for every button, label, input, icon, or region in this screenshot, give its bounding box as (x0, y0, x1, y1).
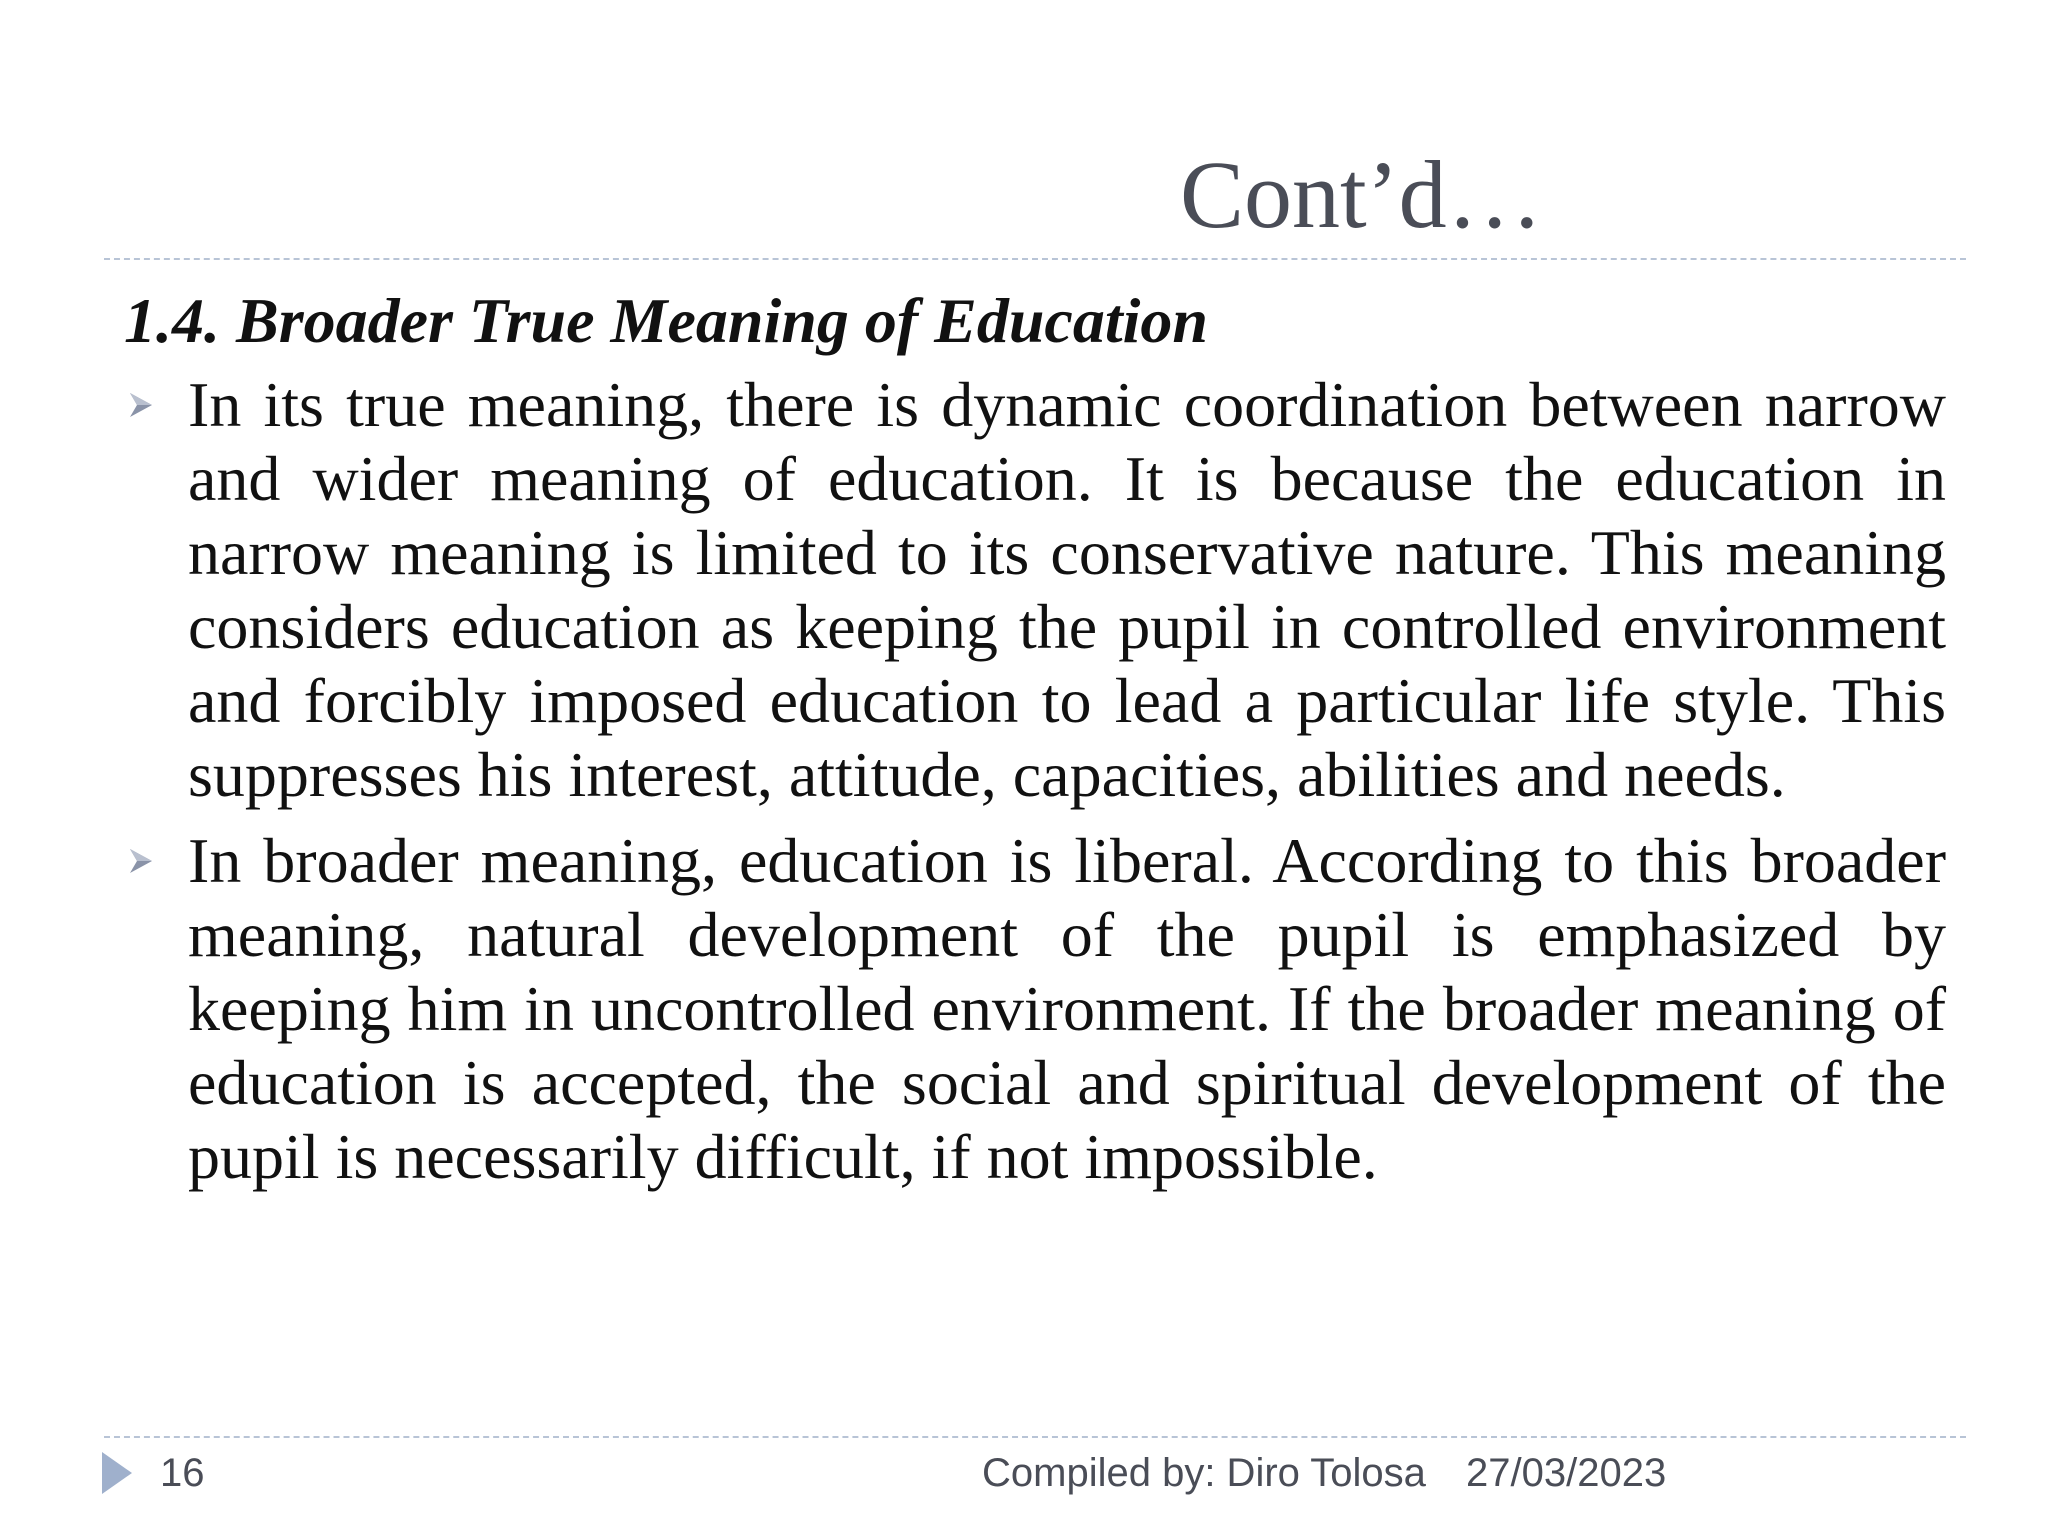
bullet-item (124, 824, 1946, 1194)
arrow-bullet-icon (128, 846, 154, 876)
title-divider (104, 258, 1966, 260)
bullet-item (124, 368, 1946, 812)
footer-divider (104, 1436, 1966, 1438)
footer-date: 27/03/2023 (1466, 1451, 1667, 1495)
footer-author: Compiled by: Diro Tolosa (982, 1451, 1426, 1495)
bullet-text: In broader meaning, education is liberal. According to this broader meaning, natural development of the pupil is emphasized by keeping him in uncontrolled environment. If the broader meaning of education is accepted, the social and spiritual development of the pupil is necessarily difficult, if not impossible. (188, 825, 1946, 1192)
slide-content (124, 282, 1946, 1206)
triangle-marker-icon (100, 1450, 134, 1496)
bullet-list (124, 368, 1946, 1194)
page-number: 16 (160, 1451, 205, 1495)
section-heading: 1.4. Broader True Meaning of Education (124, 285, 1208, 356)
bullet-text: In its true meaning, there is dynamic coordination between narrow and wider meaning of education. It is because the education in narrow meaning is limited to its conservative nature. This meaning considers education as keeping the pupil in controlled environment and forcibly imposed education to lead a particular life style. This suppresses his interest, attitude, capacities, abilities and needs. (188, 369, 1946, 810)
slide-title: Cont’d… (1180, 141, 1543, 248)
arrow-bullet-icon (128, 390, 154, 420)
